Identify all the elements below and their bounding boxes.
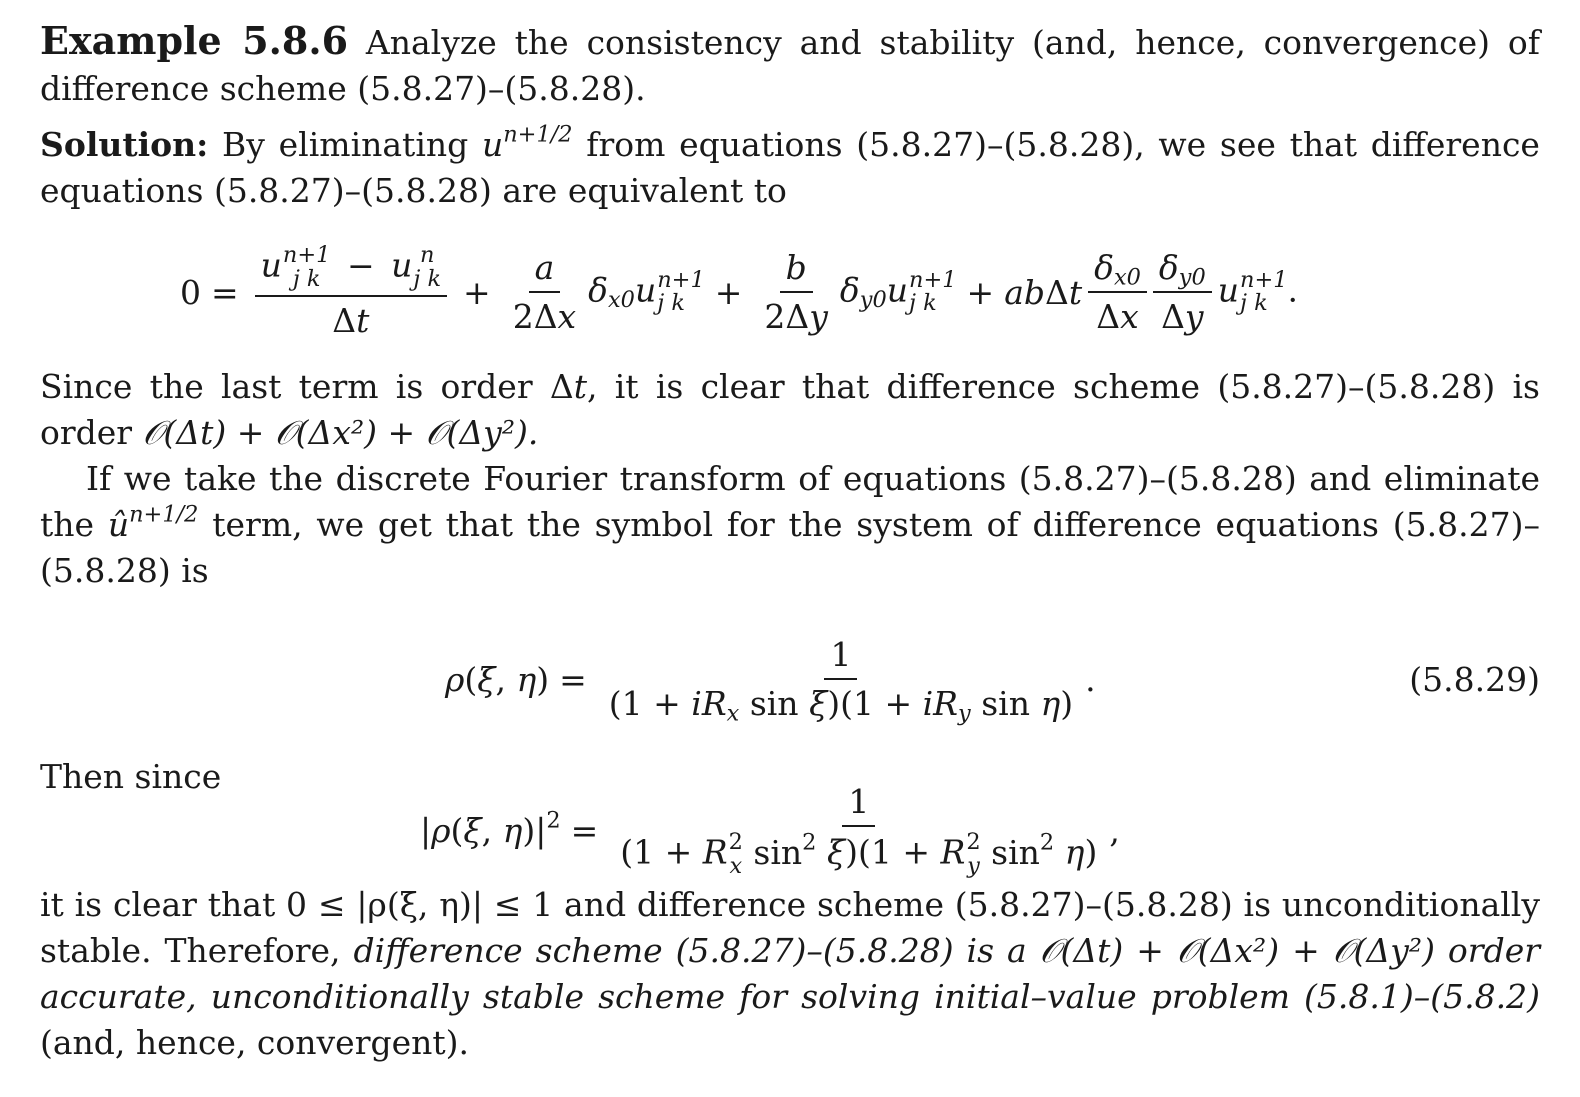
order-text-before: Since the last term is order <box>40 367 533 407</box>
solution-text-after: from equations (5.8.27)–(5.8.28), we see that difference equations (5.8.27)–(5.8.28) are equivalent to <box>40 125 1540 210</box>
conclusion-text-after: (and, hence, convergent). <box>40 1023 470 1063</box>
fourier-paragraph <box>40 456 1540 594</box>
inline-u-half: $u^{n+1/2}$ <box>481 121 573 164</box>
fourier-text-after: term, we get that the symbol for the system of difference equations (5.8.27)–(5.8.28) is <box>40 505 1540 591</box>
order-paragraph <box>40 364 1540 456</box>
example-paragraph <box>40 18 1540 112</box>
example-text: Analyze the consistency and stability (and, hence, convergence) of difference scheme (5.8.27)–(5.8.28). <box>40 23 1540 108</box>
order-text-middle: , it is clear that difference scheme (5.8.27)–(5.8.28) is order <box>40 367 1540 453</box>
equation-number: (5.8.29) <box>1409 659 1540 699</box>
modulus-equation: |ρ(ξ, $\eta)|^2$ = 1 (1 + R 2 x $\sin^2 \xi)(1 + R$ 2 y $\sin^2 \eta$) , <box>420 782 1120 879</box>
example-label: Example 5.8.6 <box>40 18 349 63</box>
fraction-b: $\frac{b}{2\Delta y}$ <box>764 248 828 337</box>
then-since-text: Then since <box>40 757 222 797</box>
fraction-dy0: $\frac{\delta_{y0}}{\Delta y}$ <box>1153 248 1212 336</box>
fraction-dx0: $\frac{\delta_{x0}}{\Delta x}$ <box>1088 248 1147 336</box>
fraction-symbol: $\frac{1}{(1 + iR_x \sin \xi)(1 + iR_y \sin \eta)}$ <box>608 635 1074 727</box>
equivalent-difference-equation: 0 = u n+1 j k − u n j k Δt + $\frac{a}{2\Delta x}$ $\delta_{x0}u$ n+1 j k + $\frac{b}{2\Delta y}$ $\delta_{y0}u$ n+1 j k + abΔt $\frac{\delta_{x0}}{\Delta x}$ $\frac{\delta_{y0}}{\Delta y}$ u n+1 j k . <box>180 242 1299 341</box>
fraction-modulus: 1 (1 + R 2 x $\sin^2 \xi)(1 + R$ 2 y $\sin^2 \eta$) <box>620 782 1098 879</box>
conclusion-paragraph <box>40 882 1540 1066</box>
inline-uhat-half: $û^{n+1/2}$ <box>107 501 199 545</box>
fraction-a: $\frac{a}{2\Delta x}$ <box>512 248 577 337</box>
order-expression: 𝒪(Δt) + 𝒪(Δx²) + 𝒪(Δy²). <box>142 413 539 453</box>
solution-text-before: By eliminating <box>222 125 469 164</box>
inline-delta-t: Δt <box>549 367 587 407</box>
solution-label: Solution: <box>40 125 209 164</box>
conclusion-italic: difference scheme (5.8.27)–(5.8.28) is a 𝒪(Δt) + 𝒪(Δx²) + 𝒪(Δy²) order accurate, unconditionally stable scheme for solving initial–value problem (5.8.1)–(5.8.2) <box>40 931 1541 1017</box>
symbol-equation: ρ(ξ, η) = $\frac{1}{(1 + iR_x \sin \xi)(1 + iR_y \sin \eta)}$ . (5.8.29) <box>445 635 1540 727</box>
solution-paragraph <box>40 122 1540 214</box>
fraction-time-difference: u n+1 j k − u n j k Δt <box>255 244 447 340</box>
fourier-text-before: If we take the discrete Fourier transform of equations (5.8.27)–(5.8.28) and eliminate the <box>40 459 1540 545</box>
conclusion-text-before: it is clear that 0 ≤ |ρ(ξ, η)| ≤ 1 and difference scheme (5.8.27)–(5.8.28) is unconditionally stable. Therefore, <box>40 885 1540 971</box>
